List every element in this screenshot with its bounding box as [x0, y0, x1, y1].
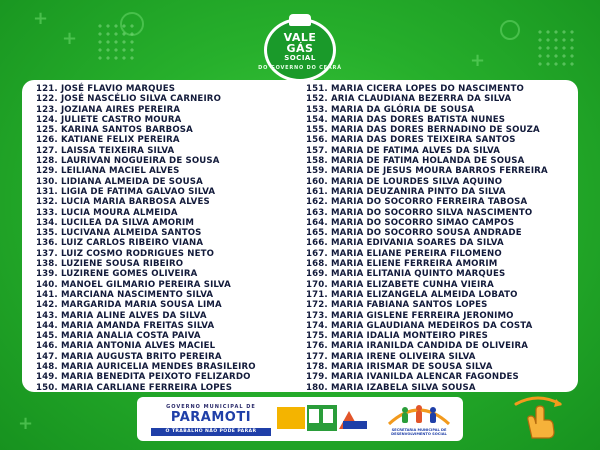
beneficiary-row: 142. MARGARIDA MARIA SOUSA LIMA: [36, 300, 222, 311]
decorative-plus-icon: +: [62, 28, 78, 49]
beneficiary-row: 129. LEILIANA MACIEL ALVES: [36, 166, 180, 177]
footer-banner: [137, 397, 463, 441]
decorative-plus-icon: +: [33, 8, 49, 29]
beneficiary-row: 141. MARCIANA NASCIMENTO SILVA: [36, 289, 214, 300]
logo-line2: GÁS: [286, 42, 314, 55]
beneficiary-row: 131. LIGIA DE FATIMA GALVAO SILVA: [36, 186, 216, 197]
beneficiary-row: 151. MARIA CICERA LOPES DO NASCIMENTO: [306, 84, 524, 94]
decorative-plus-icon: +: [470, 50, 486, 71]
decorative-ring: [500, 20, 520, 40]
vale-gas-social-logo: [258, 14, 342, 86]
beneficiary-row: 159. MARIA DE JESUS MOURA BARROS FERREIRA: [306, 166, 548, 177]
swipe-hand-icon[interactable]: [508, 394, 570, 440]
beneficiary-row: 126. KATIANE FELIX PEREIRA: [36, 135, 180, 146]
beneficiary-row: 148. MARIA AURICELIA MENDES BRASILEIRO: [36, 362, 256, 373]
beneficiary-row: 171. MARIA ELIZANGELA ALMEIDA LOBATO: [306, 289, 518, 300]
beneficiary-row: 164. MARIA DO SOCORRO SIMAO CAMPOS: [306, 217, 515, 228]
beneficiary-row: 147. MARIA AUGUSTA BRITO PEREIRA: [36, 351, 222, 362]
beneficiary-row: 128. LAURIVAN NOGUEIRA DE SOUSA: [36, 156, 220, 167]
beneficiary-row: 135. LUCIVANA ALMEIDA SANTOS: [36, 228, 202, 239]
beneficiary-row: 130. LIDIANA ALMEIDA DE SOUSA: [36, 176, 203, 187]
beneficiary-list-left: [36, 84, 256, 393]
beneficiary-row: 132. LUCIA MARIA BARBOSA ALVES: [36, 197, 210, 208]
beneficiary-row: 167. MARIA ELIANE PEREIRA FILOMENO: [306, 248, 502, 259]
beneficiary-row: 124. JULIETE CASTRO MOURA: [36, 114, 182, 125]
beneficiary-row: 122. JOSÉ NASCÉLIO SILVA CARNEIRO: [36, 94, 222, 105]
beneficiary-row: 138. LUZIENE SOUSA RIBEIRO: [36, 259, 184, 270]
logo-tagline: DO GOVERNO DO CEARÁ: [258, 65, 342, 71]
municipal-emblem-icon: [277, 403, 369, 433]
beneficiary-row: 166. MARIA EDIVANIA SOARES DA SILVA: [306, 238, 504, 249]
beneficiary-row: 136. LUIZ CARLOS RIBEIRO VIANA: [36, 238, 204, 249]
beneficiary-row: 134. LUCILEA DA SILVA AMORIM: [36, 217, 195, 228]
secretariat-name: SECRETARIA MUNICIPAL DE DESENVOLVIMENTO SOCIAL: [391, 428, 447, 437]
gas-cylinder-icon: [289, 14, 311, 26]
beneficiary-row: 149. MARIA BENEDITA PEIXOTO FELIZARDO: [36, 372, 251, 383]
beneficiary-row: 178. MARIA IRISMAR DE SOUSA SILVA: [306, 362, 493, 373]
decorative-ring: [120, 12, 144, 36]
beneficiary-row: 145. MARIA ANALIA COSTA PAIVA: [36, 331, 201, 342]
beneficiary-row: 161. MARIA DEUZANIRA PINTO DA SILVA: [306, 186, 506, 197]
beneficiary-row: 173. MARIA GISLENE FERREIRA JERONIMO: [306, 310, 514, 321]
footer-gov-label: GOVERNO MUNICIPAL DE: [166, 404, 256, 410]
beneficiary-row: 123. JOZIANA AIRES PEREIRA: [36, 104, 181, 115]
beneficiary-row: 140. MANOEL GILMARIO PEREIRA SILVA: [36, 279, 231, 290]
family-silhouette-icon: [383, 400, 455, 428]
beneficiary-list-card: [22, 80, 578, 392]
beneficiary-row: 154. MARIA DAS DORES BATISTA NUNES: [306, 114, 506, 125]
footer-slogan: O TRABALHO NÃO PODE PARAR: [151, 428, 271, 436]
beneficiary-row: 157. MARIA DE FATIMA ALVES DA SILVA: [306, 145, 501, 156]
logo-line3: SOCIAL: [284, 54, 316, 62]
beneficiary-row: 156. MARIA DAS DORES TEIXEIRA SANTOS: [306, 135, 516, 146]
beneficiary-row: 127. LAISSA TEIXEIRA SILVA: [36, 145, 175, 156]
decorative-dots: [536, 28, 576, 68]
secretariat-logo: [383, 400, 455, 440]
beneficiary-row: 150. MARIA CARLIANE FERREIRA LOPES: [36, 382, 233, 393]
beneficiary-row: 174. MARIA GLAUDIANA MEDEIROS DA COSTA: [306, 320, 533, 331]
beneficiary-row: 152. ARIA CLAUDIANA BEZERRA DA SILVA: [306, 94, 512, 105]
beneficiary-row: 180. MARIA IZABELA SILVA SOUSA: [306, 382, 476, 393]
beneficiary-list-right: [306, 84, 548, 393]
beneficiary-row: 160. MARIA DE LOURDES SILVA AQUINO: [306, 176, 503, 187]
beneficiary-row: 179. MARIA IVANILDA ALENCAR FAGONDES: [306, 372, 519, 383]
decorative-plus-icon: +: [18, 413, 34, 434]
footer-city-name: PARAMOTI: [170, 410, 252, 425]
beneficiary-row: 169. MARIA ELITANIA QUINTO MARQUES: [306, 269, 506, 280]
beneficiary-row: 165. MARIA DO SOCORRO SOUSA ANDRADE: [306, 228, 522, 239]
beneficiary-row: 137. LUIZ COSMO RODRIGUES NETO: [36, 248, 215, 259]
beneficiary-row: 144. MARIA AMANDA FREITAS SILVA: [36, 320, 215, 331]
beneficiary-row: 168. MARIA ELIENE FERREIRA AMORIM: [306, 259, 498, 270]
beneficiary-row: 163. MARIA DO SOCORRO SILVA NASCIMENTO: [306, 207, 533, 218]
beneficiary-row: 139. LUZIRENE GOMES OLIVEIRA: [36, 269, 198, 280]
beneficiary-row: 143. MARIA ALINE ALVES DA SILVA: [36, 310, 207, 321]
beneficiary-row: 153. MARIA DA GLÓRIA DE SOUSA: [306, 104, 475, 115]
beneficiary-row: 175. MARIA IDALIA MONTEIRO PIRES: [306, 331, 489, 342]
beneficiary-row: 172. MARIA FABIANA SANTOS LOPES: [306, 300, 488, 311]
beneficiary-row: 158. MARIA DE FATIMA HOLANDA DE SOUSA: [306, 156, 525, 167]
beneficiary-row: 170. MARIA ELIZABETE CUNHA VIEIRA: [306, 279, 494, 290]
beneficiary-row: 162. MARIA DO SOCORRO FERREIRA TABOSA: [306, 197, 528, 208]
beneficiary-row: 125. KARINA SANTOS BARBOSA: [36, 125, 193, 136]
beneficiary-row: 177. MARIA IRENE OLIVEIRA SILVA: [306, 351, 476, 362]
beneficiary-row: 121. JOSÉ FLAVIO MARQUES: [36, 84, 176, 94]
beneficiary-row: 146. MARIA ANTONIA ALVES MACIEL: [36, 341, 216, 352]
beneficiary-row: 133. LUCIA MOURA ALMEIDA: [36, 207, 178, 218]
logo-line1: VALE: [283, 31, 317, 44]
beneficiary-row: 155. MARIA DAS DORES BERNADINO DE SOUZA: [306, 125, 540, 136]
beneficiary-row: 176. MARIA IRANILDA CANDIDA DE OLIVEIRA: [306, 341, 529, 352]
